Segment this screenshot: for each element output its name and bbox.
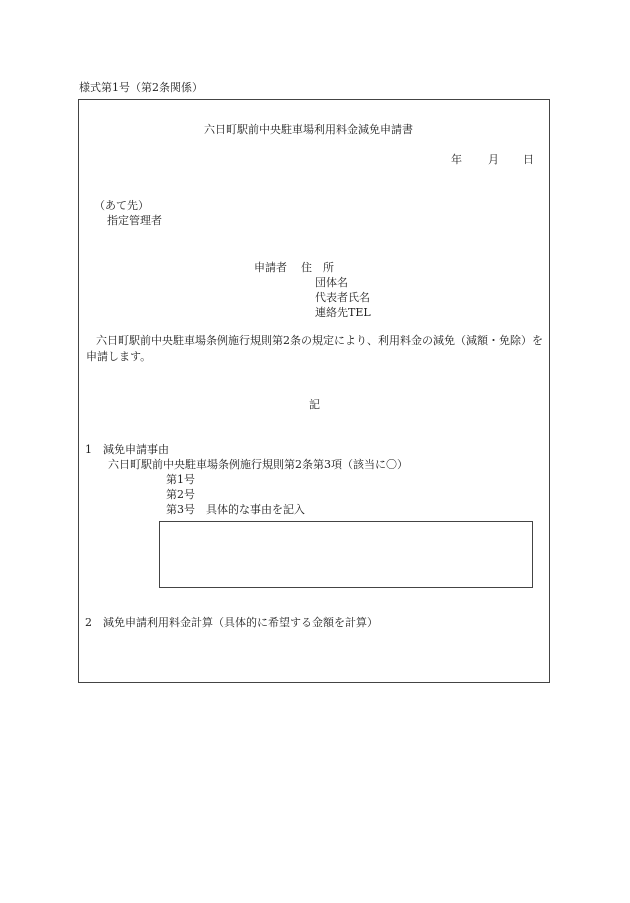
section1-item-1: 第1号 xyxy=(166,473,195,486)
section1-heading: 1 減免申請事由 xyxy=(85,443,169,456)
section1-item-2: 第2号 xyxy=(166,488,195,501)
applicant-group-label: 団体名 xyxy=(315,276,348,289)
addressee-name: 指定管理者 xyxy=(107,214,162,227)
date-month: 月 xyxy=(488,153,499,166)
section1-item-3: 第3号 具体的な事由を記入 xyxy=(166,503,305,516)
form-frame xyxy=(78,99,550,683)
date-year: 年 xyxy=(451,153,462,166)
specific-reason-box[interactable] xyxy=(159,521,533,588)
addressee-prefix: （あて先） xyxy=(94,199,149,212)
section1-rule-text: 六日町駅前中央駐車場条例施行規則第2条第3項（該当に〇） xyxy=(108,458,408,471)
form-title: 六日町駅前中央駐車場利用料金減免申請書 xyxy=(204,123,413,136)
applicant-contact-label: 連絡先TEL xyxy=(315,306,371,319)
application-statement: 六日町駅前中央駐車場条例施行規則第2条の規定により、利用料金の減免（減額・免除）を申請します。 xyxy=(86,334,543,363)
applicant-address-label: 住 所 xyxy=(301,261,334,274)
applicant-representative-label: 代表者氏名 xyxy=(315,291,370,304)
form-number-label: 様式第1号（第2条関係） xyxy=(79,81,203,94)
section2-heading: 2 減免申請利用料金計算（具体的に希望する金額を計算） xyxy=(85,616,378,629)
date-day: 日 xyxy=(523,153,534,166)
ki-heading: 記 xyxy=(309,398,320,411)
applicant-label: 申請者 xyxy=(254,261,287,274)
